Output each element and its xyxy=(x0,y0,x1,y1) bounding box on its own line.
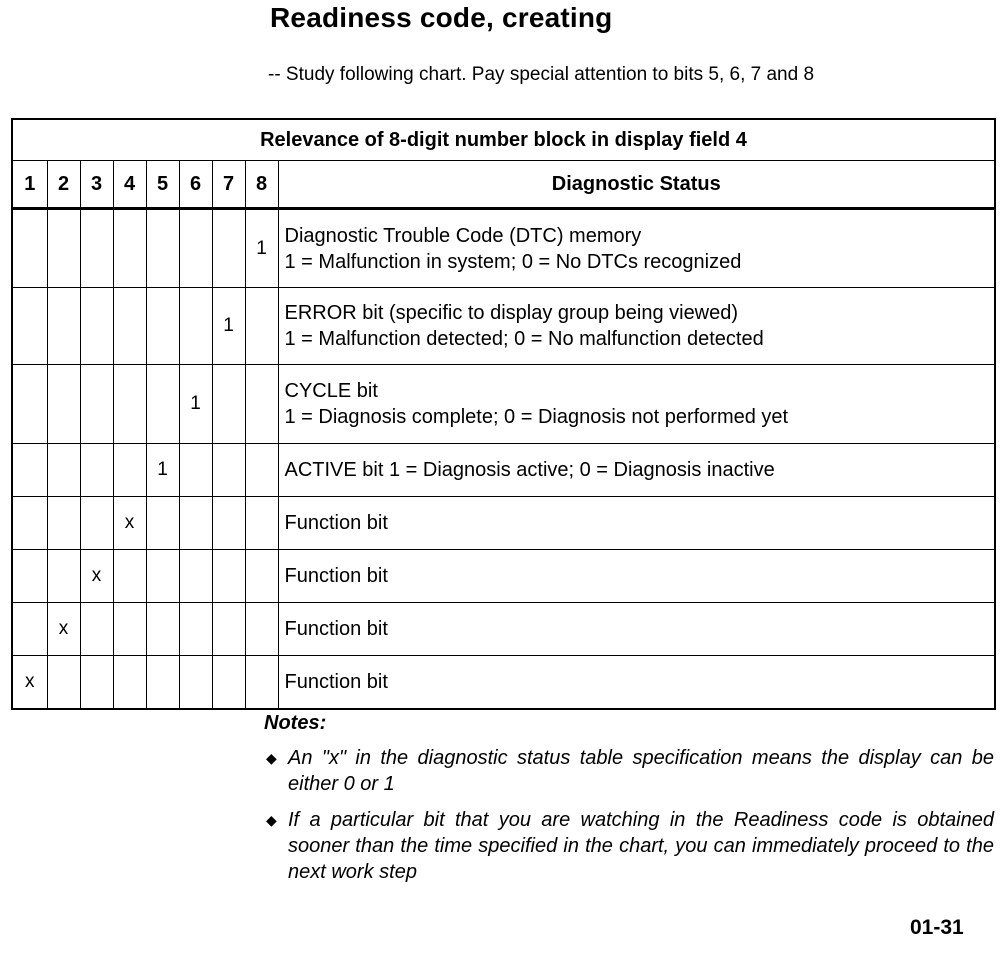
bit-cell xyxy=(80,444,113,497)
page-number: 01-31 xyxy=(910,916,964,939)
bit-cell xyxy=(12,209,47,288)
bit-cell xyxy=(146,288,179,365)
bit-cell xyxy=(245,603,278,656)
status-line: Function bit xyxy=(284,618,388,640)
bit-cell xyxy=(179,656,212,710)
status-header: Diagnostic Status xyxy=(278,161,995,209)
status-description xyxy=(278,550,995,603)
bit-cell xyxy=(12,550,47,603)
status-description xyxy=(278,656,995,710)
bit-cell xyxy=(12,288,47,365)
bit-cell xyxy=(212,550,245,603)
bit-cell xyxy=(80,288,113,365)
bit-cell xyxy=(245,365,278,444)
status-description xyxy=(278,288,995,365)
bit-cell xyxy=(47,497,80,550)
table-row xyxy=(12,603,995,656)
note-item xyxy=(264,807,994,885)
bit-cell xyxy=(212,365,245,444)
bit-cell xyxy=(146,497,179,550)
table-row xyxy=(12,365,995,444)
diamond-bullet-icon: ◆ xyxy=(266,750,277,766)
bit-header: 4 xyxy=(113,161,146,209)
bit-cell: x xyxy=(113,497,146,550)
status-description xyxy=(278,444,995,497)
notes-section xyxy=(264,712,994,895)
bit-header: 6 xyxy=(179,161,212,209)
bit-cell xyxy=(212,209,245,288)
bit-cell: x xyxy=(12,656,47,710)
bit-cell xyxy=(47,288,80,365)
bit-cell xyxy=(179,209,212,288)
bit-cell: x xyxy=(80,550,113,603)
bit-cell: 1 xyxy=(212,288,245,365)
table-caption: Relevance of 8-digit number block in display field 4 xyxy=(12,119,995,161)
bit-cell xyxy=(80,603,113,656)
bit-cell xyxy=(179,444,212,497)
table-row xyxy=(12,444,995,497)
bit-cell: x xyxy=(47,603,80,656)
bit-cell xyxy=(113,603,146,656)
bit-cell xyxy=(146,365,179,444)
note-text: If a particular bit that you are watching in the Readiness code is obtained sooner than the time specified in the chart, you can immediately proceed to the next work step xyxy=(288,809,994,883)
status-line: ACTIVE bit 1 = Diagnosis active; 0 = Diagnosis inactive xyxy=(284,459,775,481)
bit-cell xyxy=(113,365,146,444)
bit-cell xyxy=(146,656,179,710)
bit-header: 5 xyxy=(146,161,179,209)
bit-cell xyxy=(12,603,47,656)
status-line: Function bit xyxy=(284,565,388,587)
status-line: CYCLE bit xyxy=(284,380,378,402)
bit-cell xyxy=(12,444,47,497)
bit-cell xyxy=(80,497,113,550)
bit-cell xyxy=(245,444,278,497)
bit-cell xyxy=(245,550,278,603)
bit-cell xyxy=(245,497,278,550)
bit-cell xyxy=(12,497,47,550)
bit-cell xyxy=(113,444,146,497)
bit-cell xyxy=(212,497,245,550)
table-row xyxy=(12,497,995,550)
table-row xyxy=(12,656,995,710)
table-header-row xyxy=(12,161,995,209)
bit-cell xyxy=(80,209,113,288)
status-description xyxy=(278,497,995,550)
bit-cell xyxy=(179,550,212,603)
bit-cell xyxy=(47,550,80,603)
bit-cell xyxy=(212,444,245,497)
bit-cell: 1 xyxy=(146,444,179,497)
bit-cell xyxy=(113,656,146,710)
bit-cell xyxy=(179,603,212,656)
table-row xyxy=(12,288,995,365)
bit-cell xyxy=(12,365,47,444)
table-row xyxy=(12,550,995,603)
table-row xyxy=(12,209,995,288)
status-line: 1 = Diagnosis complete; 0 = Diagnosis not performed yet xyxy=(284,406,789,428)
bit-cell xyxy=(47,656,80,710)
status-line: Diagnostic Trouble Code (DTC) memory xyxy=(284,224,642,247)
note-text: An "x" in the diagnostic status table specification means the display can be either 0 or 1 xyxy=(288,747,994,795)
page-title: Readiness code, creating xyxy=(270,2,613,33)
status-description xyxy=(278,209,995,288)
notes-title: Notes: xyxy=(264,712,327,734)
bit-cell xyxy=(245,288,278,365)
table-caption-row xyxy=(12,119,995,161)
diagnostic-status-table xyxy=(11,118,996,710)
diamond-bullet-icon: ◆ xyxy=(266,812,277,828)
bit-cell: 1 xyxy=(179,365,212,444)
status-line: 1 = Malfunction in system; 0 = No DTCs recognized xyxy=(284,250,742,273)
bit-cell xyxy=(47,365,80,444)
bit-cell xyxy=(113,209,146,288)
status-description xyxy=(278,365,995,444)
bit-header: 3 xyxy=(80,161,113,209)
bit-cell xyxy=(212,656,245,710)
bit-cell xyxy=(146,550,179,603)
status-line: Function bit xyxy=(284,512,388,534)
bit-cell xyxy=(146,209,179,288)
status-line: Function bit xyxy=(284,671,388,693)
instruction-text: -- Study following chart. Pay special attention to bits 5, 6, 7 and 8 xyxy=(268,64,815,85)
note-item xyxy=(264,745,994,797)
status-description xyxy=(278,603,995,656)
status-line: ERROR bit (specific to display group being viewed) xyxy=(284,302,739,324)
bit-header: 7 xyxy=(212,161,245,209)
status-line: 1 = Malfunction detected; 0 = No malfunction detected xyxy=(284,328,764,350)
bit-cell xyxy=(212,603,245,656)
bit-header: 2 xyxy=(47,161,80,209)
bit-cell xyxy=(179,288,212,365)
bit-cell xyxy=(47,444,80,497)
bit-cell xyxy=(47,209,80,288)
bit-header: 8 xyxy=(245,161,278,209)
bit-cell xyxy=(113,288,146,365)
bit-cell xyxy=(179,497,212,550)
bit-cell xyxy=(80,365,113,444)
bit-cell xyxy=(80,656,113,710)
bit-cell xyxy=(113,550,146,603)
bit-header: 1 xyxy=(12,161,47,209)
bit-cell xyxy=(146,603,179,656)
bit-cell xyxy=(245,656,278,710)
bit-cell: 1 xyxy=(245,209,278,288)
